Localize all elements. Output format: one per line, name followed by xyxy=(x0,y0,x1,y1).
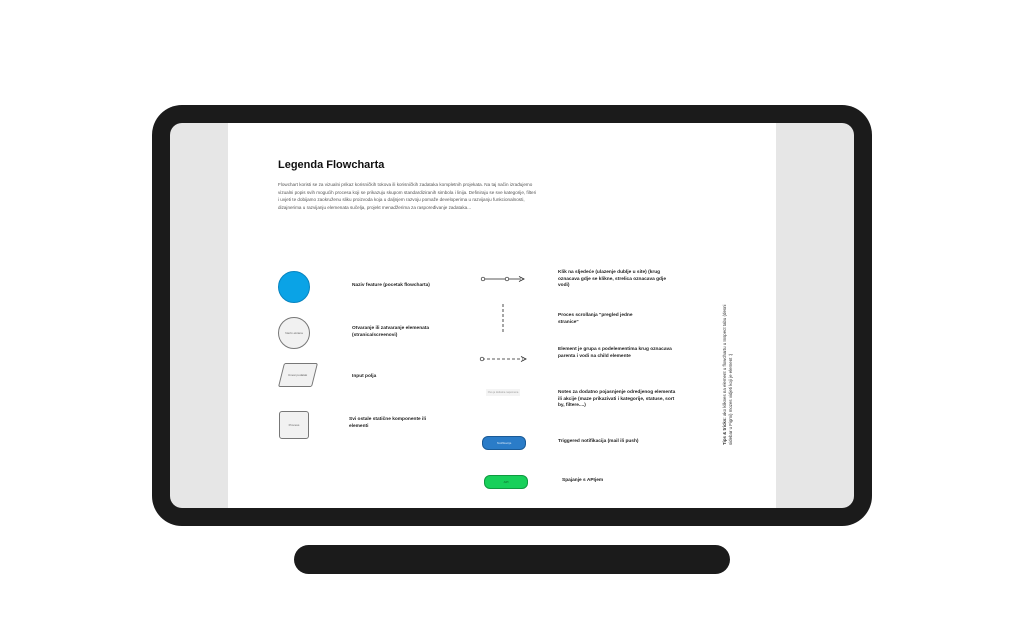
api-pill-shape[interactable] xyxy=(484,475,528,489)
notification-pill-shape[interactable] xyxy=(482,436,526,450)
click-arrow-connector[interactable] xyxy=(481,273,527,285)
input-shape-text: Unesi podatak xyxy=(288,373,308,377)
page-title: Legenda Flowcharta xyxy=(278,159,385,171)
document-page xyxy=(228,123,776,508)
notification-label: Triggered notifikacija (mail ili push) xyxy=(558,439,639,444)
api-pill-text: API xyxy=(503,480,509,484)
tips-text: ako kliknes na element u flowchartu u Inspect tabu (desni sidebar u Figmi) mozes vidjeti koji je element :) xyxy=(722,304,733,445)
process-label: Svi ostale statične komponente ili elementi xyxy=(349,417,427,429)
screen-label: Otvaranje ili zatvaranje elemenata (stranica/screenovi) xyxy=(352,326,430,338)
scroll-dashed-connector[interactable] xyxy=(500,303,506,335)
api-label: Spajanje s APIjem xyxy=(562,478,604,483)
process-shape-text: Process xyxy=(288,423,300,427)
screen-circle-shape[interactable] xyxy=(278,317,310,349)
group-dashed-connector[interactable] xyxy=(479,353,529,365)
tips-title: Tips & tricks: xyxy=(722,417,727,445)
click-label: Klik na sljedeće (ulazenje dublje u site) (krug oznacava gdje se klikne, strelica oznacava gdje vodi) xyxy=(558,270,666,288)
note-chip-text: Ovo je dodatna napomena xyxy=(487,391,519,394)
monitor-frame xyxy=(152,105,872,526)
tips-note xyxy=(722,295,734,445)
page-description: Flowchart koristi se za vizualni prikaz korisničkih tokova ili korisničkih zadataka kompletnih projekata. Na taj način izrađujemo vizualni popis svih mogućih procesa koji se prikazuju skupom standardiziranih simbola i linija. Definiraju se sve kategorije, filteri i uvjeti te dobijamo zaokruženu sliku proizvoda koja u daljnjem razvoju pomaže developerima u razvijanju funkcionalnosti, dizajnerima u razvijanju elemenata sučelja, projekt menadžerima za raspoređivanje zadataka... xyxy=(278,182,537,210)
screen-circle-text: Naziv ekrana xyxy=(285,331,303,335)
group-label: Element je grupa s podelementima krug oznacava parenta i vodi na child elemente xyxy=(558,347,672,359)
note-chip-shape[interactable] xyxy=(486,389,520,396)
start-label: Naziv feature (pocetak flowcharta) xyxy=(352,283,430,288)
notes-label: Notes za dodatno pojasnjenje odredjenog elementa ili akcije (maze prikazivati i kategorije, statuse, sort by, filtere....) xyxy=(558,390,676,408)
input-parallelogram-shape[interactable] xyxy=(278,363,318,387)
start-circle-shape[interactable] xyxy=(278,271,310,303)
monitor-stand xyxy=(294,545,730,574)
screen xyxy=(170,123,854,508)
scroll-label: Proces scrollanja "pregled jedne stranice" xyxy=(558,313,633,325)
notification-pill-text: Notifikacija xyxy=(496,441,512,445)
process-rect-shape[interactable] xyxy=(279,411,309,439)
input-label: Input polja xyxy=(352,374,377,379)
